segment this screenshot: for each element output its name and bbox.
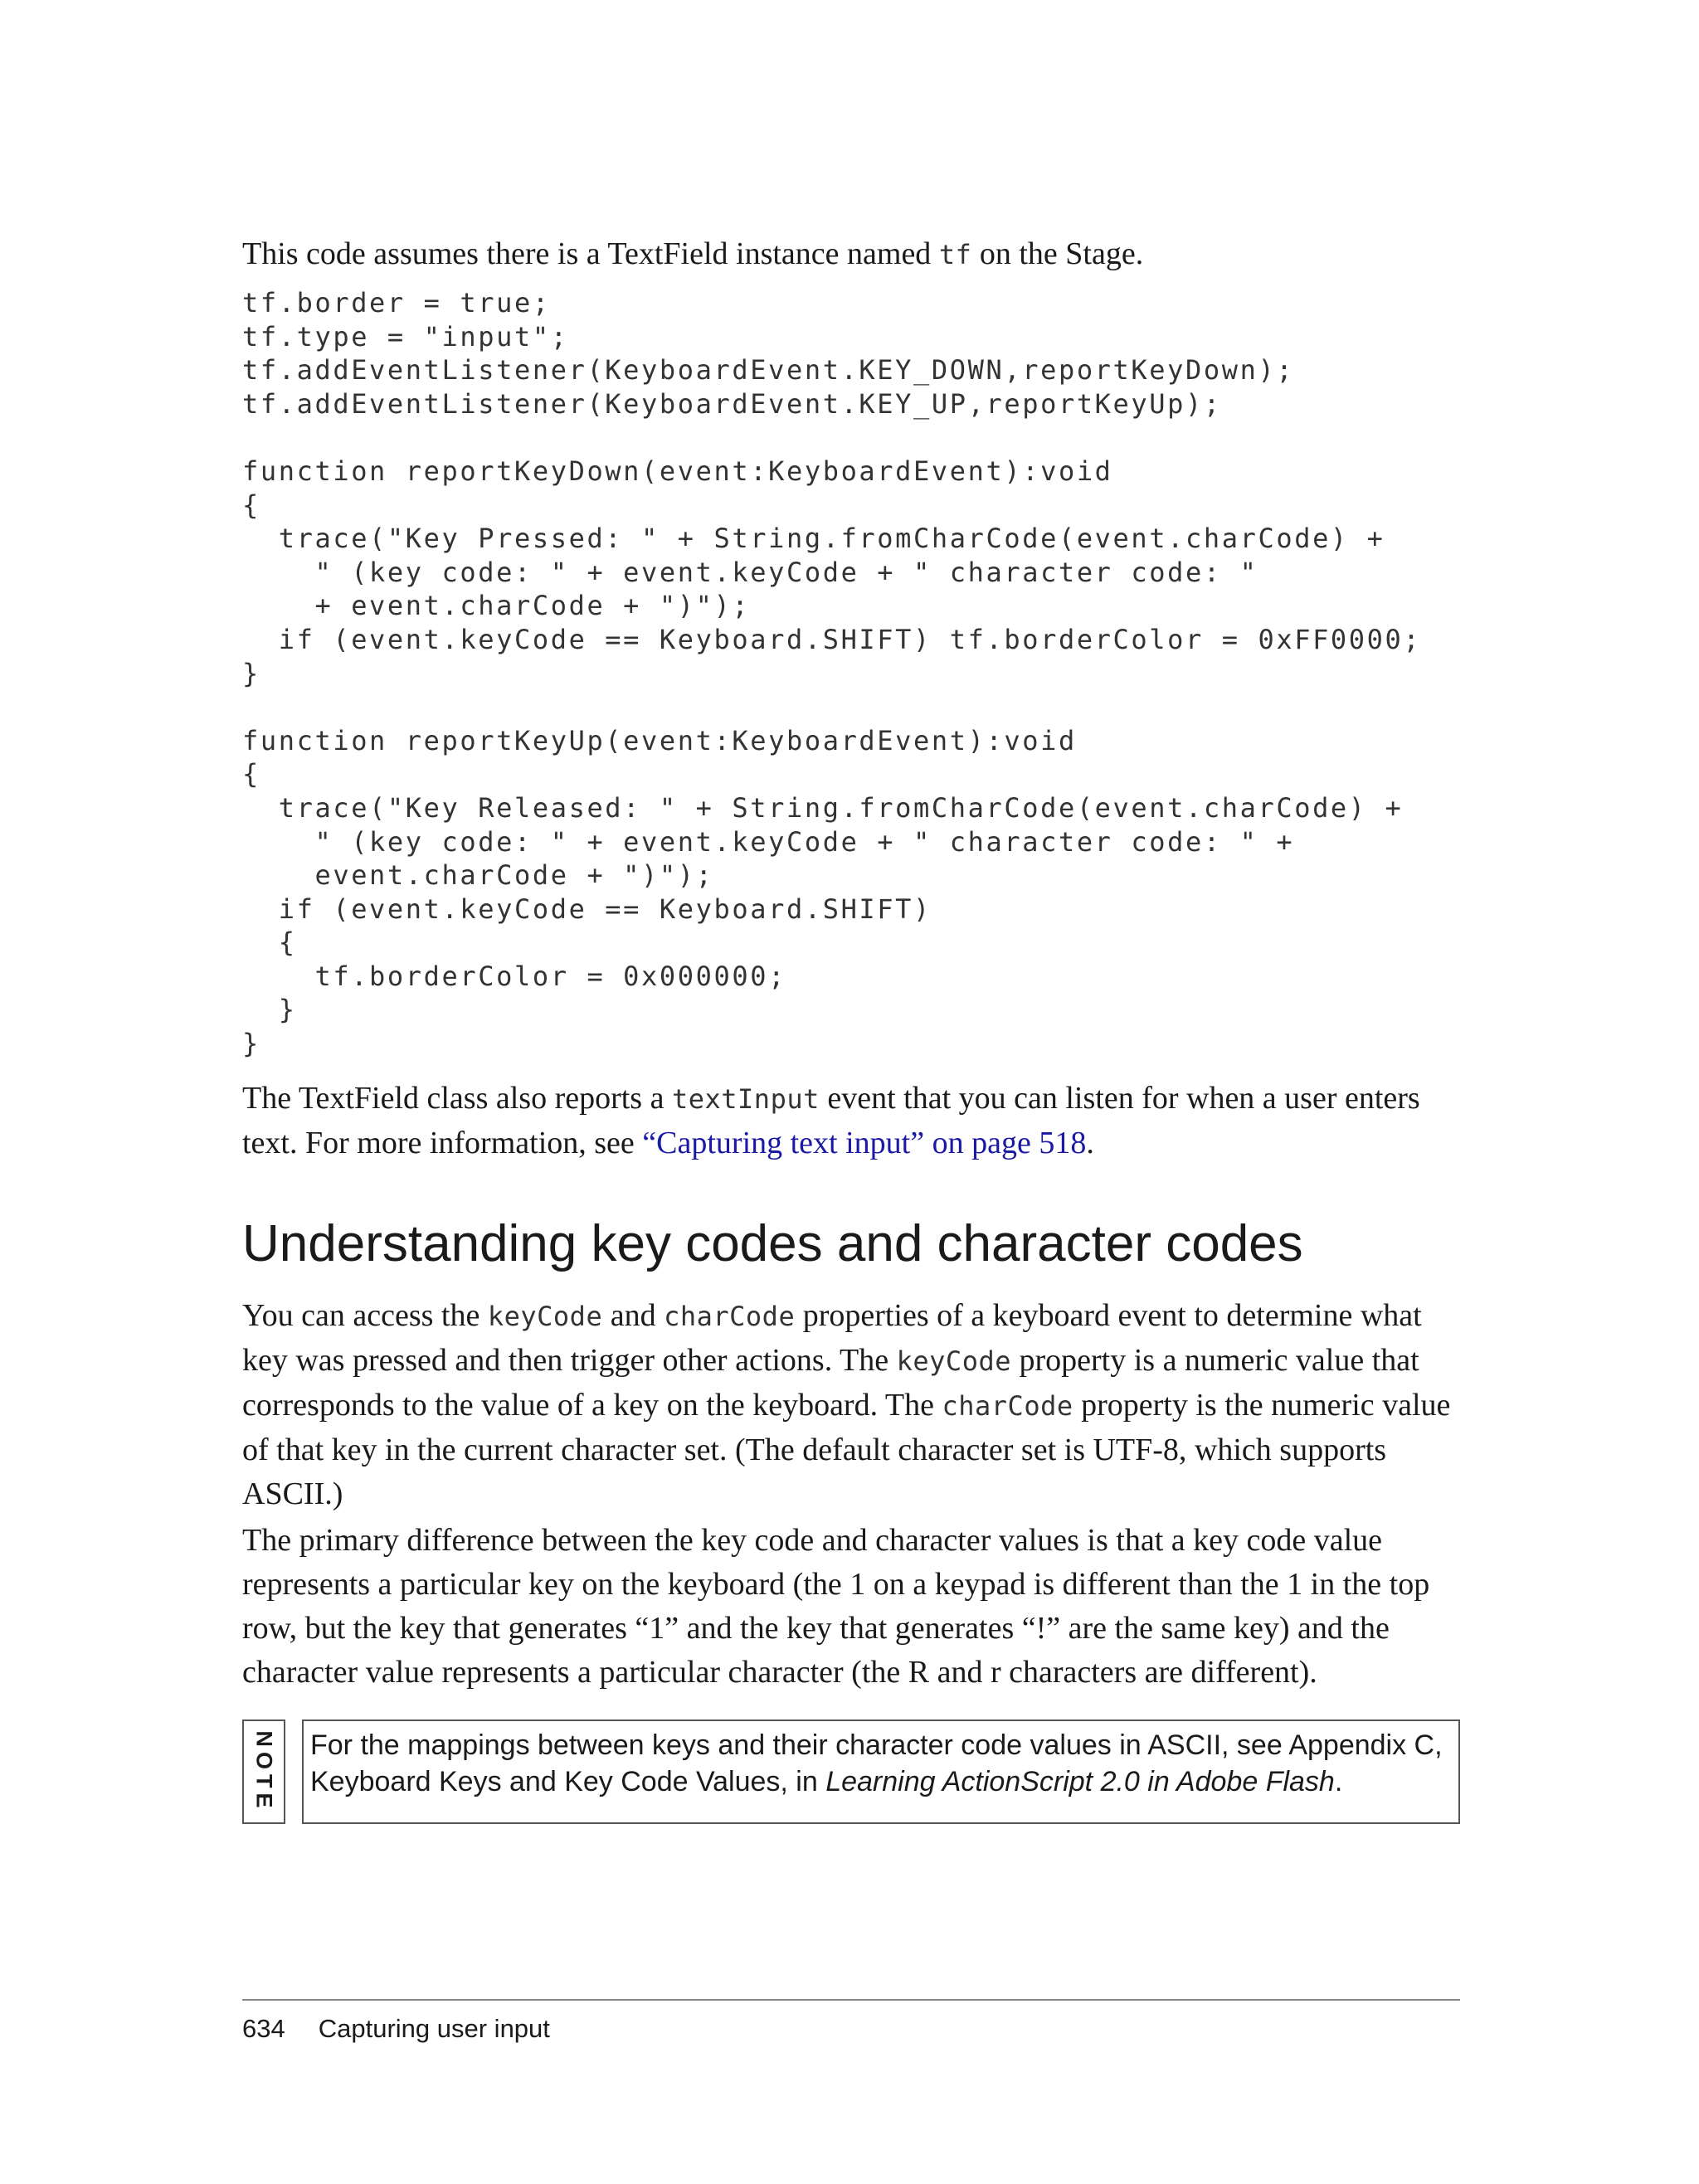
intro-text-after: on the Stage.	[971, 236, 1144, 271]
textinput-paragraph	[242, 1077, 1460, 1165]
para2-text-5: property is the numeric value of that key in the current character set. (The default character set is UTF-8, which supports ASCII.)	[242, 1388, 1451, 1511]
chapter-title: Capturing user input	[318, 2014, 550, 2043]
inline-code-charcode: charCode	[664, 1301, 796, 1332]
note-text-end: .	[1334, 1766, 1343, 1797]
note-label-tab	[242, 1719, 285, 1824]
para1-text-before: The TextField class also reports a	[242, 1081, 672, 1116]
keycode-paragraph	[242, 1294, 1460, 1516]
code-block: tf.border = true; tf.type = "input"; tf.addEventListener(KeyboardEvent.KEY_DOWN,reportKeyDown); tf.addEventListener(KeyboardEvent.KEY_UP,reportKeyUp); function reportKeyDown(event:KeyboardEvent):void { trace("Key Pressed: " + String.fromCharCode(event.charCode) + " (key code: " + event.keyCode + " character code: " + event.charCode + ")"); if (event.keyCode == Keyboard.SHIFT) tf.borderColor = 0xFF0000; } function reportKeyUp(event:KeyboardEvent):void { trace("Key Released: " + String.fromCharCode(event.charCode) + " (key code: " + event.keyCode + " character code: " + event.charCode + ")"); if (event.keyCode == Keyboard.SHIFT) { tf.borderColor = 0x000000; } }	[242, 287, 1422, 1060]
capturing-text-input-link[interactable]: “Capturing text input” on page 518	[642, 1126, 1087, 1160]
footer-divider	[242, 1999, 1460, 2001]
para1-text-middle: event that you can listen for when a user enters text. For more information, see	[242, 1081, 1420, 1160]
inline-code-keycode-2: keyCode	[896, 1345, 1011, 1377]
note-box	[302, 1719, 1460, 1824]
note-book-title: Learning ActionScript 2.0 in Adobe Flash	[825, 1766, 1335, 1797]
page-footer	[242, 2012, 550, 2045]
inline-code-textinput: textInput	[671, 1083, 820, 1115]
inline-code-charcode-2: charCode	[942, 1390, 1073, 1422]
inline-code-keycode: keyCode	[487, 1301, 603, 1332]
note-label: NOTE	[251, 1730, 277, 1813]
section-heading: Understanding key codes and character codes	[242, 1215, 1303, 1272]
para2-text-4: property is a numeric value that corresponds to the value of a key on the keyboard. The	[242, 1343, 1419, 1423]
intro-text-before: This code assumes there is a TextField instance named	[242, 236, 939, 271]
para2-text-2: and	[602, 1298, 665, 1333]
para2-text-1: You can access the	[242, 1298, 488, 1333]
para2-text-3: properties of a keyboard event to determine what key was pressed and then trigger other actions. The	[242, 1298, 1422, 1378]
difference-paragraph: The primary difference between the key code and character values is that a key code value represents a particular key on the keyboard (the 1 on a keypad is different than the 1 in the top row, but the key that generates “1” and the key that generates “!” are the same key) and the character value represents a particular character (the R and r characters are different).	[242, 1523, 1430, 1690]
intro-paragraph	[242, 232, 1143, 277]
note-text: For the mappings between keys and their character code values in ASCII, see Appendix C, Keyboard Keys and Key Code Values, in	[310, 1729, 1443, 1797]
document-page	[242, 0, 1460, 2184]
para1-text-after: .	[1086, 1126, 1094, 1160]
inline-code-tf: tf	[938, 239, 972, 270]
page-number: 634	[242, 2014, 285, 2043]
